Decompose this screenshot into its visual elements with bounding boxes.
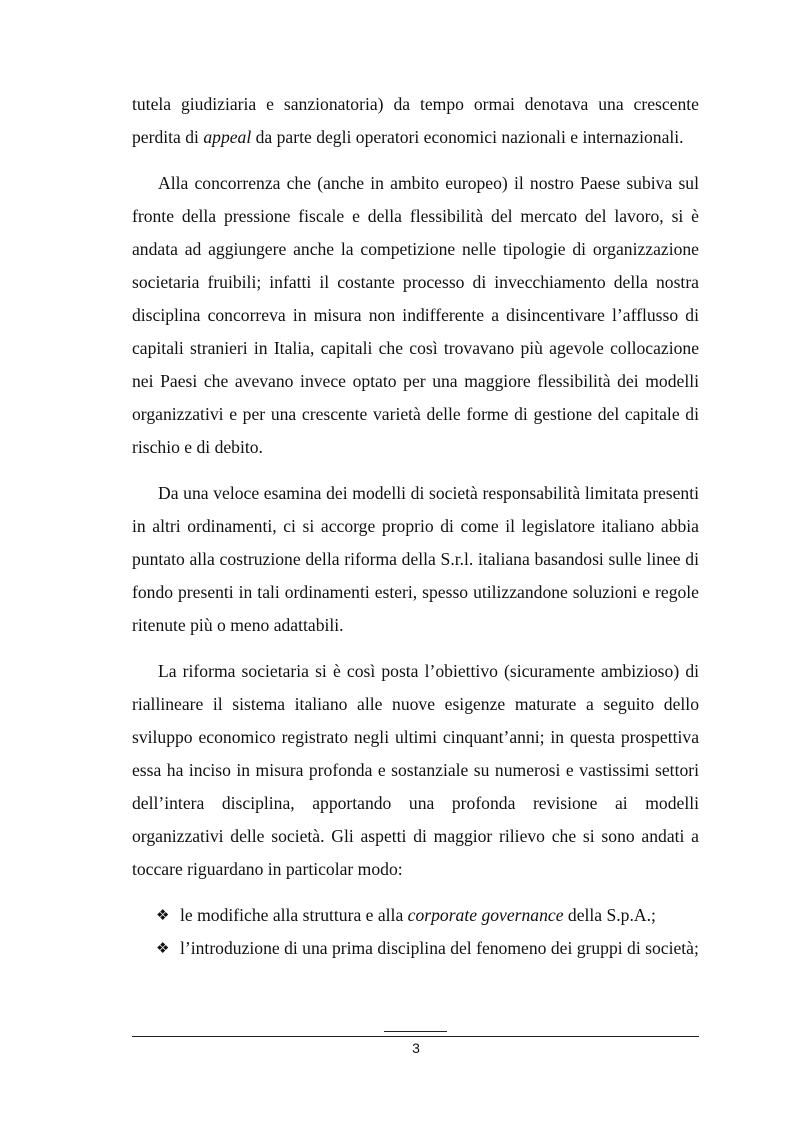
diamond-bullet-icon: ❖ bbox=[156, 939, 170, 957]
paragraph-3: Da una veloce esamina dei modelli di società responsabilità limitata presenti in altri ordinamenti, ci si accorge proprio di come il legislatore italiano abbia puntato alla costruzione della riforma della S.r.l. italiana basandosi sulle linee di fondo presenti in tali ordinamenti esteri, spesso utilizzandone soluzioni e regole ritenute più o meno adattabili. bbox=[132, 483, 699, 635]
list-item: ❖ l’introduzione di una prima disciplina del fenomeno dei gruppi di società; bbox=[132, 932, 699, 965]
diamond-bullet-icon: ❖ bbox=[156, 906, 170, 924]
list-item: ❖ le modifiche alla struttura e alla corporate governance della S.p.A.; bbox=[132, 899, 699, 932]
footer-rule bbox=[132, 1036, 699, 1037]
italic-term: corporate governance bbox=[407, 905, 564, 925]
page-number: 3 bbox=[412, 1040, 420, 1056]
body-text bbox=[132, 88, 699, 965]
paragraph-1: tutela giudiziaria e sanzionatoria) da tempo ormai denotava una crescente perdita di appeal da parte degli operatori economici nazionali e internazionali. bbox=[132, 94, 699, 147]
bullet-list bbox=[132, 899, 699, 965]
paragraph-4: La riforma societaria si è così posta l’obiettivo (sicuramente ambizioso) di riallineare il sistema italiano alle nuove esigenze maturate a seguito dello sviluppo economico registrato negli ultimi cinquant’anni; in questa prospettiva essa ha inciso in misura profonda e sostanziale su numerosi e vastissimi settori dell’intera disciplina, apportando una profonda revisione ai modelli organizzativi delle società. Gli aspetti di maggior rilievo che si sono andati a toccare riguardano in particolar modo: bbox=[132, 661, 699, 879]
paragraph-2: Alla concorrenza che (anche in ambito europeo) il nostro Paese subiva sul fronte della pressione fiscale e della flessibilità del mercato del lavoro, si è andata ad aggiungere anche la competizione nelle tipologie di organizzazione societaria fruibili; infatti il costante processo di invecchiamento della nostra disciplina concorreva in misura non indifferente a disincentivare l’afflusso di capitali stranieri in Italia, capitali che così trovavano più agevole collocazione nei Paesi che avevano invece optato per una maggiore flessibilità dei modelli organizzativi e per una crescente varietà delle forme di gestione del capitale di rischio e di debito. bbox=[132, 173, 699, 457]
italic-term: appeal bbox=[203, 127, 252, 147]
footer-short-rule bbox=[384, 1031, 447, 1032]
